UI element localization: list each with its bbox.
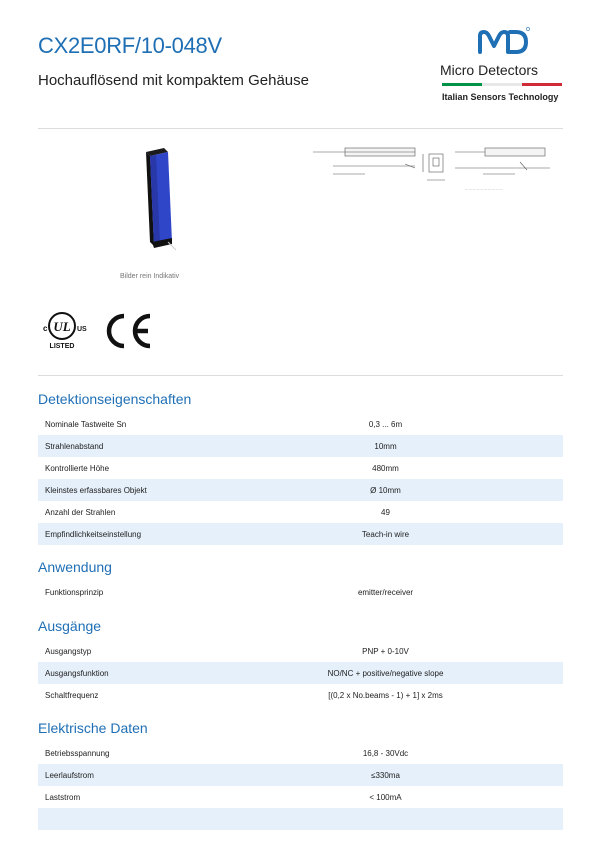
row-label: Strahlenabstand — [45, 441, 104, 451]
section-title-ausgaenge: Ausgänge — [38, 618, 102, 634]
table-row — [38, 662, 563, 684]
row-label: Ausgangstyp — [45, 646, 92, 656]
row-label: Ausgangsfunktion — [45, 668, 109, 678]
row-value: emitter/receiver — [357, 587, 414, 597]
row-value: 0,3 ... 6m — [368, 419, 403, 429]
row-value: ≤330ma — [371, 770, 400, 780]
row-value: 10mm — [374, 441, 397, 451]
row-label: Anzahl der Strahlen — [45, 507, 116, 517]
row-value: 49 — [381, 507, 390, 517]
technical-drawing — [305, 140, 555, 200]
row-value: 480mm — [372, 463, 399, 473]
logo-tagline: Italian Sensors Technology — [442, 92, 559, 102]
company-logo — [440, 26, 565, 108]
table-row — [38, 413, 563, 435]
row-value: Ø 10mm — [370, 485, 401, 495]
table-row — [38, 479, 563, 501]
table-anwendung — [38, 581, 563, 603]
divider — [38, 375, 563, 376]
page-title: CX2E0RF/10-048V — [38, 33, 222, 58]
table-row — [38, 435, 563, 457]
table-row — [38, 581, 563, 603]
table-row — [38, 786, 563, 808]
row-label: Funktionsprinzip — [45, 587, 104, 597]
table-elektrische-daten — [38, 742, 563, 830]
row-label: Laststrom — [45, 792, 81, 802]
table-row — [38, 640, 563, 662]
row-value: 16,8 - 30Vdc — [362, 748, 409, 758]
row-value: Teach-in wire — [361, 529, 410, 539]
italian-flag-stripe — [442, 83, 562, 86]
row-label: Betriebsspannung — [45, 748, 110, 758]
row-value: [(0,2 x No.beams - 1) + 1] x 2ms — [328, 690, 443, 700]
table-ausgaenge — [38, 640, 563, 706]
logo-name: Micro Detectors — [440, 62, 539, 78]
row-label: Leerlaufstrom — [45, 770, 94, 780]
row-value: NO/NC + positive/negative slope — [327, 668, 444, 678]
section-title-anwendung: Anwendung — [38, 559, 112, 575]
table-row — [38, 684, 563, 706]
svg-text:US: US — [77, 326, 87, 333]
table-row — [38, 764, 563, 786]
row-value: < 100mA — [369, 792, 402, 802]
table-row — [38, 808, 563, 830]
svg-text:c: c — [43, 324, 48, 333]
row-label: Empfindlichkeitseinstellung — [45, 529, 142, 539]
image-caption: Bilder rein Indikativ — [120, 273, 180, 280]
table-row — [38, 501, 563, 523]
table-detektion — [38, 413, 563, 545]
page-subtitle: Hochauflösend mit kompaktem Gehäuse — [38, 72, 309, 89]
table-row — [38, 457, 563, 479]
table-row — [38, 742, 563, 764]
row-label: Kleinstes erfassbares Objekt — [45, 485, 147, 495]
culus-listed-icon — [40, 310, 92, 352]
svg-text:UL: UL — [53, 319, 71, 334]
divider — [38, 128, 563, 129]
table-row — [38, 523, 563, 545]
section-title-detektion: Detektionseigenschaften — [38, 391, 192, 407]
row-label: Nominale Tastweite Sn — [45, 419, 127, 429]
section-title-elektrische-daten: Elektrische Daten — [38, 720, 148, 736]
md-logo-mark-icon — [476, 26, 530, 60]
row-label: Kontrollierte Höhe — [45, 463, 110, 473]
row-label: Schaltfrequenz — [45, 690, 99, 700]
product-image — [138, 146, 194, 250]
svg-text:LISTED: LISTED — [49, 343, 75, 350]
ce-mark-icon — [100, 310, 156, 352]
svg-text:— — — — — — — — — —: — — — — — — — — — — — [465, 187, 503, 191]
row-value: PNP + 0-10V — [362, 646, 409, 656]
